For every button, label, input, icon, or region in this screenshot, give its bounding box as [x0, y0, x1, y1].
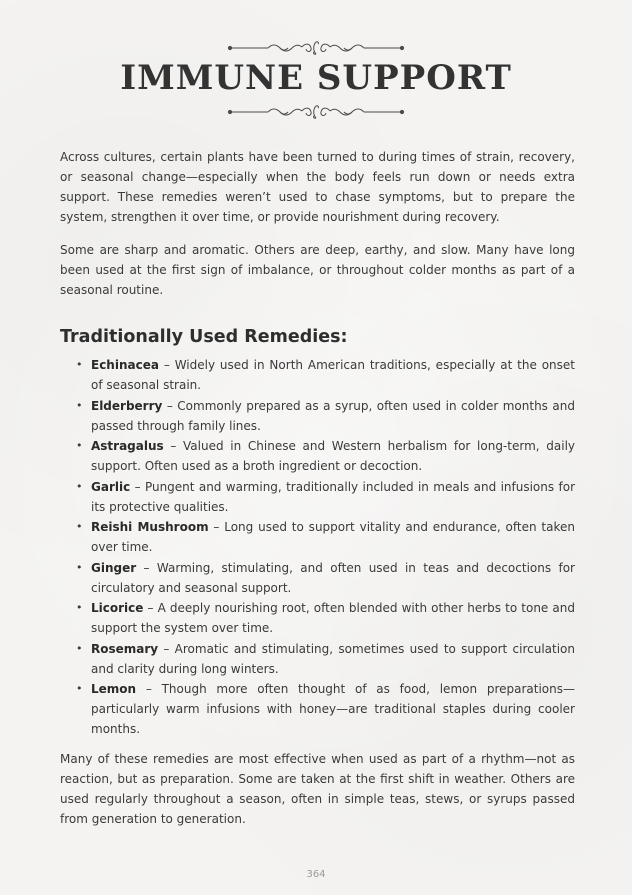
- bullet-icon: •: [76, 479, 83, 493]
- remedy-name: Ginger: [91, 560, 137, 575]
- page-content: [60, 147, 575, 842]
- list-item: [60, 558, 575, 598]
- list-item: [60, 477, 575, 517]
- remedy-description: – Valued in Chinese and Western herbalism for long-term, daily support. Often used as a broth ingredient or decoction.: [91, 439, 575, 473]
- remedy-name: Reishi Mushroom: [91, 520, 209, 534]
- bullet-icon: •: [76, 682, 83, 695]
- list-item: [60, 517, 575, 557]
- remedy-description: – Long used to support vitality and endurance, often taken over time.: [91, 520, 575, 554]
- intro-paragraph: Across cultures, certain plants have been turned to during times of strain, recovery, or seasonal change—especially when the body feels run down or needs extra support. These remedies weren’t used to chase symptoms, but to prepare the system, strengthen it over time, or provide nourishment during recovery.: [60, 150, 575, 224]
- closing-paragraph: Many of these remedies are most effective when used as part of a rhythm—not as reaction, but as preparation. Some are taken at the first shift in weather. Others are used regularly throughout a season, often in simple teas, stews, or syrups passed from generation to generation.: [60, 752, 575, 826]
- remedy-description: – Pungent and warming, traditionally included in meals and infusions for its protective qualities.: [91, 479, 575, 514]
- flourish-divider-icon: [226, 104, 406, 120]
- remedy-description: – A deeply nourishing root, often blended with other herbs to tone and support the system over time.: [91, 601, 575, 635]
- page-title: IMMUNE SUPPORT: [120, 58, 512, 98]
- bullet-icon: •: [76, 358, 83, 371]
- remedy-name: Rosemary: [91, 641, 159, 656]
- page-number: 364: [306, 869, 326, 880]
- list-item: [60, 396, 575, 436]
- flourish-divider-icon: [226, 40, 406, 56]
- bullet-icon: •: [76, 520, 83, 533]
- list-item: [60, 679, 575, 739]
- remedy-name: Astragalus: [91, 439, 164, 453]
- remedy-description: – Aromatic and stimulating, sometimes used to support circulation and clarity during long winters.: [91, 641, 575, 676]
- bullet-icon: •: [76, 398, 83, 412]
- remedy-description: – Widely used in North American traditions, especially at the onset of seasonal strain.: [91, 358, 575, 392]
- section-heading: Traditionally Used Remedies:: [60, 327, 348, 347]
- bullet-icon: •: [76, 560, 83, 574]
- list-item: [60, 639, 575, 679]
- bullet-icon: •: [76, 641, 83, 655]
- list-item: [60, 598, 575, 638]
- remedy-name: Garlic: [91, 479, 131, 494]
- remedy-description: – Though more often thought of as food, lemon preparations—particularly warm infusions with honey—are traditional staples during cooler months.: [91, 682, 575, 736]
- remedies-list: [60, 355, 575, 739]
- list-item: [60, 436, 575, 476]
- bullet-icon: •: [76, 601, 83, 614]
- remedy-description: – Warming, stimulating, and often used in teas and decoctions for circulatory and seasonal support.: [91, 560, 575, 595]
- intro-paragraph: Some are sharp and aromatic. Others are deep, earthy, and slow. Many have long been used at the first sign of imbalance, or throughout colder months as part of a seasonal routine.: [60, 243, 575, 297]
- remedy-name: Echinacea: [91, 358, 159, 372]
- remedy-description: – Commonly prepared as a syrup, often used in colder months and passed through family lines.: [91, 398, 575, 433]
- remedy-name: Lemon: [91, 682, 137, 696]
- bullet-icon: •: [76, 439, 83, 452]
- remedy-name: Licorice: [91, 601, 144, 615]
- remedy-name: Elderberry: [91, 398, 163, 413]
- list-item: [60, 355, 575, 395]
